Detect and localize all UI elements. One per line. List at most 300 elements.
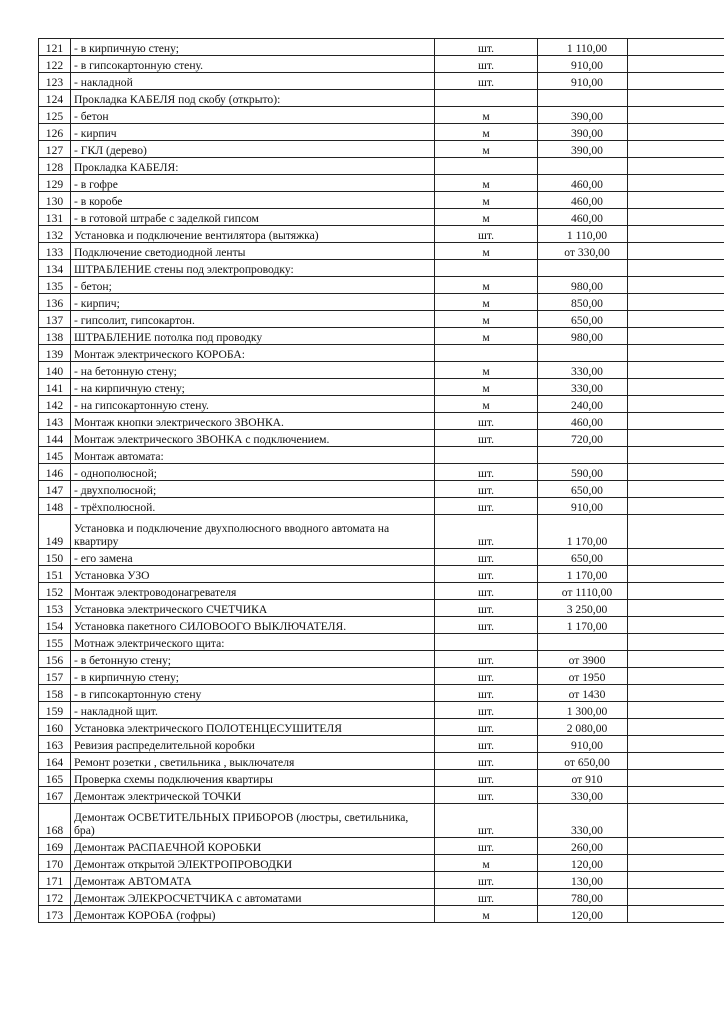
row-price: 260,00 <box>538 838 628 855</box>
row-description: Подключение светодиодной ленты <box>71 243 435 260</box>
row-blank-cell <box>628 515 724 549</box>
row-description: - гипсолит, гипсокартон. <box>71 311 435 328</box>
row-price <box>538 634 628 651</box>
row-price: 130,00 <box>538 872 628 889</box>
row-unit: м <box>435 396 538 413</box>
row-description: - на бетонную стену; <box>71 362 435 379</box>
row-blank-cell <box>628 413 724 430</box>
row-blank-cell <box>628 277 724 294</box>
table-row <box>39 855 724 872</box>
row-price: 330,00 <box>538 379 628 396</box>
row-price: 240,00 <box>538 396 628 413</box>
row-price: от 650,00 <box>538 753 628 770</box>
row-unit: м <box>435 175 538 192</box>
row-unit: м <box>435 328 538 345</box>
row-price: 390,00 <box>538 141 628 158</box>
row-number: 130 <box>39 192 71 209</box>
row-number: 139 <box>39 345 71 362</box>
table-row <box>39 634 724 651</box>
row-price: от 1950 <box>538 668 628 685</box>
row-number: 127 <box>39 141 71 158</box>
row-price: 720,00 <box>538 430 628 447</box>
table-row <box>39 838 724 855</box>
row-description: Демонтаж открытой ЭЛЕКТРОПРОВОДКИ <box>71 855 435 872</box>
table-row <box>39 719 724 736</box>
row-description: Установка и подключение двухполюсного вводного автомата на квартиру <box>71 515 435 549</box>
row-number: 172 <box>39 889 71 906</box>
row-unit: шт. <box>435 651 538 668</box>
row-blank-cell <box>628 685 724 702</box>
row-number: 121 <box>39 39 71 56</box>
row-number: 151 <box>39 566 71 583</box>
row-blank-cell <box>628 600 724 617</box>
row-description: Демонтаж РАСПАЕЧНОЙ КОРОБКИ <box>71 838 435 855</box>
row-description: Демонтаж электрической ТОЧКИ <box>71 787 435 804</box>
row-blank-cell <box>628 379 724 396</box>
row-unit: м <box>435 855 538 872</box>
row-unit <box>435 158 538 175</box>
row-description: - двухполюсной; <box>71 481 435 498</box>
row-unit: шт. <box>435 413 538 430</box>
row-price <box>538 90 628 107</box>
table-row <box>39 549 724 566</box>
row-unit: шт. <box>435 617 538 634</box>
row-blank-cell <box>628 107 724 124</box>
row-blank-cell <box>628 209 724 226</box>
row-number: 160 <box>39 719 71 736</box>
row-price: 650,00 <box>538 481 628 498</box>
row-number: 142 <box>39 396 71 413</box>
row-blank-cell <box>628 141 724 158</box>
row-price: 120,00 <box>538 855 628 872</box>
row-number: 136 <box>39 294 71 311</box>
row-number: 155 <box>39 634 71 651</box>
row-blank-cell <box>628 226 724 243</box>
row-number: 159 <box>39 702 71 719</box>
row-blank-cell <box>628 260 724 277</box>
row-blank-cell <box>628 566 724 583</box>
row-number: 157 <box>39 668 71 685</box>
row-price: 910,00 <box>538 56 628 73</box>
row-description: - в бетонную стену; <box>71 651 435 668</box>
table-row <box>39 906 724 923</box>
row-blank-cell <box>628 294 724 311</box>
table-row <box>39 345 724 362</box>
row-blank-cell <box>628 158 724 175</box>
table-row <box>39 294 724 311</box>
row-price: от 330,00 <box>538 243 628 260</box>
table-row <box>39 447 724 464</box>
row-number: 150 <box>39 549 71 566</box>
row-blank-cell <box>628 498 724 515</box>
row-description: ШТРАБЛЕНИЕ стены под электропроводку: <box>71 260 435 277</box>
row-unit: шт. <box>435 226 538 243</box>
table-row <box>39 362 724 379</box>
row-blank-cell <box>628 192 724 209</box>
row-price: 330,00 <box>538 787 628 804</box>
row-unit <box>435 90 538 107</box>
row-blank-cell <box>628 345 724 362</box>
row-blank-cell <box>628 906 724 923</box>
row-number: 164 <box>39 753 71 770</box>
row-price: 850,00 <box>538 294 628 311</box>
table-row <box>39 226 724 243</box>
row-price: 1 170,00 <box>538 515 628 549</box>
row-description: - в кирпичную стену; <box>71 668 435 685</box>
row-description: ШТРАБЛЕНИЕ потолка под проводку <box>71 328 435 345</box>
row-number: 133 <box>39 243 71 260</box>
price-table <box>38 38 724 923</box>
row-unit: шт. <box>435 702 538 719</box>
row-number: 173 <box>39 906 71 923</box>
row-unit: шт. <box>435 872 538 889</box>
row-description: - накладной <box>71 73 435 90</box>
row-unit: шт. <box>435 719 538 736</box>
row-blank-cell <box>628 243 724 260</box>
row-number: 168 <box>39 804 71 838</box>
table-row <box>39 464 724 481</box>
row-blank-cell <box>628 481 724 498</box>
row-unit: шт. <box>435 56 538 73</box>
row-number: 124 <box>39 90 71 107</box>
row-number: 165 <box>39 770 71 787</box>
row-description: - кирпич; <box>71 294 435 311</box>
row-price: 330,00 <box>538 362 628 379</box>
row-blank-cell <box>628 311 724 328</box>
row-blank-cell <box>628 464 724 481</box>
table-row <box>39 566 724 583</box>
row-unit: шт. <box>435 804 538 838</box>
row-price: 1 170,00 <box>538 617 628 634</box>
row-description: - кирпич <box>71 124 435 141</box>
row-blank-cell <box>628 668 724 685</box>
row-description: Ревизия распределительной коробки <box>71 736 435 753</box>
row-number: 147 <box>39 481 71 498</box>
row-unit: м <box>435 379 538 396</box>
row-number: 137 <box>39 311 71 328</box>
table-row <box>39 583 724 600</box>
row-price: 590,00 <box>538 464 628 481</box>
row-description: Прокладка КАБЕЛЯ под скобу (открыто): <box>71 90 435 107</box>
row-blank-cell <box>628 175 724 192</box>
table-row <box>39 175 724 192</box>
row-unit: шт. <box>435 787 538 804</box>
table-row <box>39 141 724 158</box>
price-table-body <box>39 39 724 923</box>
row-blank-cell <box>628 90 724 107</box>
row-unit <box>435 447 538 464</box>
row-description: - ГКЛ (дерево) <box>71 141 435 158</box>
table-row <box>39 243 724 260</box>
row-price: 3 250,00 <box>538 600 628 617</box>
row-description: Демонтаж КОРОБА (гофры) <box>71 906 435 923</box>
row-number: 163 <box>39 736 71 753</box>
row-number: 141 <box>39 379 71 396</box>
row-price: от 1110,00 <box>538 583 628 600</box>
row-description: Мотнаж электрического щита: <box>71 634 435 651</box>
row-price: 780,00 <box>538 889 628 906</box>
table-row <box>39 430 724 447</box>
row-price: 650,00 <box>538 311 628 328</box>
row-description: - в кирпичную стену; <box>71 39 435 56</box>
row-price <box>538 158 628 175</box>
row-price: 1 170,00 <box>538 566 628 583</box>
row-price: 910,00 <box>538 498 628 515</box>
row-price: 460,00 <box>538 413 628 430</box>
table-row <box>39 277 724 294</box>
row-number: 128 <box>39 158 71 175</box>
table-row <box>39 73 724 90</box>
row-number: 169 <box>39 838 71 855</box>
row-blank-cell <box>628 787 724 804</box>
row-description: - в гипсокартонную стену. <box>71 56 435 73</box>
table-row <box>39 651 724 668</box>
row-description: Демонтаж ОСВЕТИТЕЛЬНЫХ ПРИБОРОВ (люстры, светильника, бра) <box>71 804 435 838</box>
row-number: 122 <box>39 56 71 73</box>
table-row <box>39 685 724 702</box>
row-blank-cell <box>628 804 724 838</box>
row-description: Проверка схемы подключения квартиры <box>71 770 435 787</box>
row-price: 650,00 <box>538 549 628 566</box>
row-number: 134 <box>39 260 71 277</box>
table-row <box>39 413 724 430</box>
row-unit: шт. <box>435 39 538 56</box>
row-number: 138 <box>39 328 71 345</box>
row-description: Демонтаж ЭЛЕКРОСЧЕТЧИКА с автоматами <box>71 889 435 906</box>
table-row <box>39 872 724 889</box>
row-blank-cell <box>628 753 724 770</box>
row-price: 390,00 <box>538 124 628 141</box>
row-description: Демонтаж АВТОМАТА <box>71 872 435 889</box>
row-unit: м <box>435 243 538 260</box>
row-number: 123 <box>39 73 71 90</box>
row-description: Монтаж электрического КОРОБА: <box>71 345 435 362</box>
table-row <box>39 702 724 719</box>
table-row <box>39 260 724 277</box>
row-description: - в коробе <box>71 192 435 209</box>
row-number: 167 <box>39 787 71 804</box>
row-number: 170 <box>39 855 71 872</box>
row-description: Ремонт розетки , светильника , выключателя <box>71 753 435 770</box>
row-unit: шт. <box>435 770 538 787</box>
row-number: 125 <box>39 107 71 124</box>
row-price: 910,00 <box>538 73 628 90</box>
row-description: Монтаж электроводонагревателя <box>71 583 435 600</box>
row-description: - бетон; <box>71 277 435 294</box>
table-row <box>39 804 724 838</box>
row-unit: шт. <box>435 753 538 770</box>
row-unit: шт. <box>435 549 538 566</box>
table-row <box>39 600 724 617</box>
row-number: 126 <box>39 124 71 141</box>
row-unit: шт. <box>435 838 538 855</box>
row-number: 144 <box>39 430 71 447</box>
row-price: 460,00 <box>538 192 628 209</box>
row-number: 152 <box>39 583 71 600</box>
row-description: - на гипсокартонную стену. <box>71 396 435 413</box>
row-unit: шт. <box>435 889 538 906</box>
row-price <box>538 447 628 464</box>
row-unit <box>435 634 538 651</box>
table-row <box>39 379 724 396</box>
row-number: 129 <box>39 175 71 192</box>
row-unit: шт. <box>435 430 538 447</box>
table-row <box>39 617 724 634</box>
row-blank-cell <box>628 702 724 719</box>
row-blank-cell <box>628 39 724 56</box>
row-unit: шт. <box>435 668 538 685</box>
row-number: 131 <box>39 209 71 226</box>
row-unit: шт. <box>435 464 538 481</box>
row-blank-cell <box>628 719 724 736</box>
table-row <box>39 753 724 770</box>
row-price <box>538 260 628 277</box>
table-row <box>39 107 724 124</box>
row-unit <box>435 260 538 277</box>
table-row <box>39 736 724 753</box>
row-unit: м <box>435 294 538 311</box>
row-description: - бетон <box>71 107 435 124</box>
row-number: 140 <box>39 362 71 379</box>
table-row <box>39 770 724 787</box>
row-blank-cell <box>628 56 724 73</box>
row-price: 1 110,00 <box>538 39 628 56</box>
row-number: 153 <box>39 600 71 617</box>
row-unit: м <box>435 141 538 158</box>
row-blank-cell <box>628 549 724 566</box>
row-blank-cell <box>628 124 724 141</box>
row-price: 1 110,00 <box>538 226 628 243</box>
row-unit: шт. <box>435 498 538 515</box>
row-blank-cell <box>628 634 724 651</box>
table-row <box>39 311 724 328</box>
row-description: - в гофре <box>71 175 435 192</box>
table-row <box>39 498 724 515</box>
row-blank-cell <box>628 396 724 413</box>
row-number: 149 <box>39 515 71 549</box>
row-description: Установка электрического СЧЕТЧИКА <box>71 600 435 617</box>
row-blank-cell <box>628 651 724 668</box>
row-blank-cell <box>628 617 724 634</box>
row-price: 1 300,00 <box>538 702 628 719</box>
row-unit: м <box>435 906 538 923</box>
row-unit: м <box>435 311 538 328</box>
table-row <box>39 90 724 107</box>
row-blank-cell <box>628 838 724 855</box>
row-description: Монтаж кнопки электрического ЗВОНКА. <box>71 413 435 430</box>
row-unit: м <box>435 107 538 124</box>
row-number: 171 <box>39 872 71 889</box>
row-description: - в гипсокартонную стену <box>71 685 435 702</box>
row-unit: шт. <box>435 566 538 583</box>
row-description: - его замена <box>71 549 435 566</box>
row-unit: шт. <box>435 736 538 753</box>
row-number: 158 <box>39 685 71 702</box>
table-row <box>39 481 724 498</box>
table-row <box>39 192 724 209</box>
table-row <box>39 209 724 226</box>
row-description: Прокладка КАБЕЛЯ: <box>71 158 435 175</box>
row-price: от 3900 <box>538 651 628 668</box>
row-number: 148 <box>39 498 71 515</box>
row-description: - на кирпичную стену; <box>71 379 435 396</box>
row-description: Установка УЗО <box>71 566 435 583</box>
row-description: - накладной щит. <box>71 702 435 719</box>
row-blank-cell <box>628 362 724 379</box>
row-blank-cell <box>628 328 724 345</box>
row-number: 132 <box>39 226 71 243</box>
row-description: - в готовой штрабе с заделкой гипсом <box>71 209 435 226</box>
row-number: 156 <box>39 651 71 668</box>
row-blank-cell <box>628 889 724 906</box>
row-price: 2 080,00 <box>538 719 628 736</box>
row-number: 143 <box>39 413 71 430</box>
row-blank-cell <box>628 736 724 753</box>
row-unit: м <box>435 192 538 209</box>
row-unit <box>435 345 538 362</box>
row-unit: м <box>435 124 538 141</box>
row-description: Установка пакетного СИЛОВООГО ВЫКЛЮЧАТЕЛЯ. <box>71 617 435 634</box>
table-row <box>39 787 724 804</box>
row-blank-cell <box>628 430 724 447</box>
row-unit: м <box>435 209 538 226</box>
row-unit: м <box>435 362 538 379</box>
row-unit: шт. <box>435 600 538 617</box>
row-description: - трёхполюсной. <box>71 498 435 515</box>
row-unit: шт. <box>435 583 538 600</box>
row-price: 980,00 <box>538 328 628 345</box>
table-row <box>39 158 724 175</box>
row-number: 154 <box>39 617 71 634</box>
row-price: 980,00 <box>538 277 628 294</box>
table-row <box>39 328 724 345</box>
table-row <box>39 515 724 549</box>
row-description: Установка электрического ПОЛОТЕНЦЕСУШИТЕЛЯ <box>71 719 435 736</box>
row-number: 135 <box>39 277 71 294</box>
row-number: 145 <box>39 447 71 464</box>
row-blank-cell <box>628 583 724 600</box>
table-row <box>39 668 724 685</box>
row-number: 146 <box>39 464 71 481</box>
row-unit: шт. <box>435 515 538 549</box>
row-unit: м <box>435 277 538 294</box>
row-blank-cell <box>628 73 724 90</box>
table-row <box>39 124 724 141</box>
table-row <box>39 39 724 56</box>
row-blank-cell <box>628 855 724 872</box>
table-row <box>39 889 724 906</box>
row-description: - однополюсной; <box>71 464 435 481</box>
row-blank-cell <box>628 770 724 787</box>
row-unit: шт. <box>435 73 538 90</box>
row-price <box>538 345 628 362</box>
row-blank-cell <box>628 872 724 889</box>
row-unit: шт. <box>435 481 538 498</box>
row-price: 460,00 <box>538 175 628 192</box>
row-description: Монтаж автомата: <box>71 447 435 464</box>
table-row <box>39 56 724 73</box>
row-description: Монтаж электрического ЗВОНКА с подключением. <box>71 430 435 447</box>
row-blank-cell <box>628 447 724 464</box>
row-price: 120,00 <box>538 906 628 923</box>
row-description: Установка и подключение вентилятора (вытяжка) <box>71 226 435 243</box>
row-price: от 910 <box>538 770 628 787</box>
row-price: 910,00 <box>538 736 628 753</box>
row-unit: шт. <box>435 685 538 702</box>
row-price: 330,00 <box>538 804 628 838</box>
row-price: 390,00 <box>538 107 628 124</box>
table-row <box>39 396 724 413</box>
